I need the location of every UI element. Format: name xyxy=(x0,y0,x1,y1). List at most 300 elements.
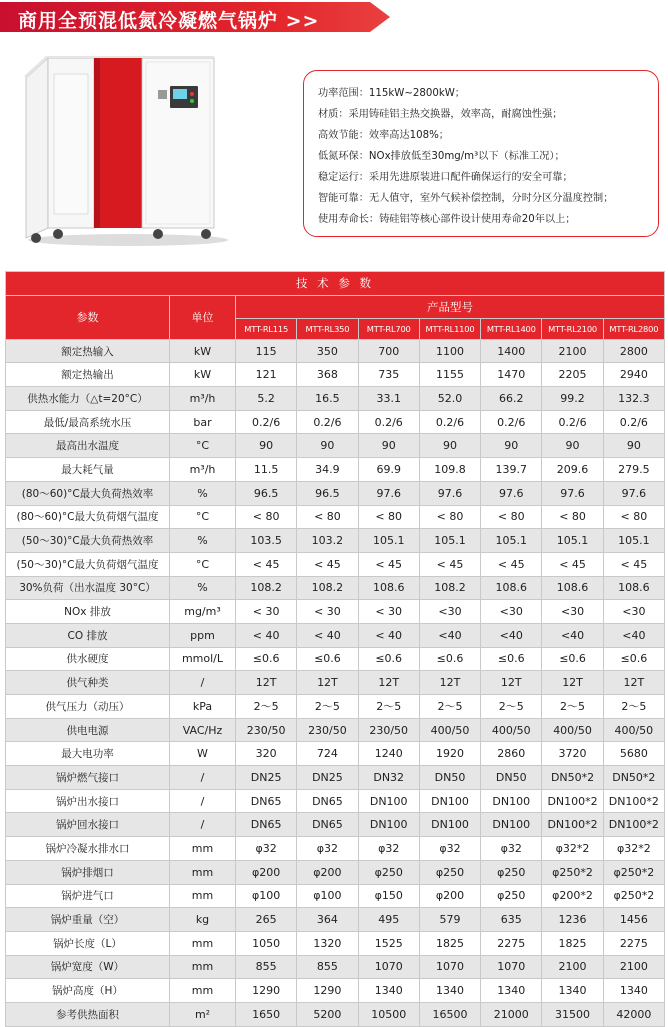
header-unit: 单位 xyxy=(170,295,236,339)
row-value: <30 xyxy=(419,600,480,624)
row-label: 供气压力（动压） xyxy=(6,695,170,719)
row-value: 2275 xyxy=(481,931,542,955)
row-value: φ200 xyxy=(236,860,297,884)
row-value: 97.6 xyxy=(419,481,480,505)
row-value: DN100*2 xyxy=(603,789,664,813)
row-value: 855 xyxy=(236,955,297,979)
row-value: DN50 xyxy=(419,766,480,790)
row-value: DN100 xyxy=(419,813,480,837)
row-value: 364 xyxy=(297,908,358,932)
row-value: 368 xyxy=(297,363,358,387)
row-value: 0.2/6 xyxy=(419,410,480,434)
table-row xyxy=(6,576,665,600)
row-value: 1920 xyxy=(419,742,480,766)
row-value: 105.1 xyxy=(419,529,480,553)
header-model: MTT-RL1400 xyxy=(481,318,542,339)
spec-item: 稳定运行：采用先进原装进口配件确保运行的安全可靠； xyxy=(318,172,573,183)
row-value: φ250 xyxy=(481,884,542,908)
row-value: 209.6 xyxy=(542,458,603,482)
table-row xyxy=(6,718,665,742)
row-label: CO 排放 xyxy=(6,623,170,647)
row-label: 锅炉宽度（W） xyxy=(6,955,170,979)
row-value: 90 xyxy=(542,434,603,458)
row-value: φ250 xyxy=(419,860,480,884)
row-value: < 45 xyxy=(419,552,480,576)
table-row xyxy=(6,623,665,647)
row-value: 16.5 xyxy=(297,387,358,411)
row-value: DN32 xyxy=(358,766,419,790)
row-unit: mm xyxy=(170,979,236,1003)
row-value: 1290 xyxy=(236,979,297,1003)
row-value: 11.5 xyxy=(236,458,297,482)
row-label: 供气种类 xyxy=(6,671,170,695)
row-unit: % xyxy=(170,576,236,600)
row-value: 31500 xyxy=(542,1002,603,1026)
row-value: DN50 xyxy=(481,766,542,790)
header-model-group: 产品型号 xyxy=(236,295,665,318)
row-value: DN100 xyxy=(481,789,542,813)
row-label: 锅炉高度（H） xyxy=(6,979,170,1003)
row-value: 400/50 xyxy=(542,718,603,742)
boiler-product-image xyxy=(18,48,228,248)
row-label: 额定热输出 xyxy=(6,363,170,387)
row-value: DN100*2 xyxy=(542,813,603,837)
spec-item: 材质：采用铸硅铝主热交换器，效率高，耐腐蚀性强； xyxy=(318,109,563,120)
row-value: 2100 xyxy=(542,955,603,979)
row-value: DN100 xyxy=(481,813,542,837)
row-value: φ32 xyxy=(358,837,419,861)
table-row xyxy=(6,766,665,790)
row-value: DN25 xyxy=(297,766,358,790)
row-value: 103.2 xyxy=(297,529,358,553)
row-value: 0.2/6 xyxy=(358,410,419,434)
spec-item: 智能可靠：无人值守，室外气候补偿控制，分时分区分温度控制； xyxy=(318,193,614,204)
row-unit: % xyxy=(170,529,236,553)
row-value: 400/50 xyxy=(419,718,480,742)
row-value: 279.5 xyxy=(603,458,664,482)
row-value: 90 xyxy=(603,434,664,458)
row-label: 参考供热面积 xyxy=(6,1002,170,1026)
row-value: 12T xyxy=(419,671,480,695)
row-value: 69.9 xyxy=(358,458,419,482)
table-row xyxy=(6,884,665,908)
row-value: < 80 xyxy=(297,505,358,529)
row-value: < 40 xyxy=(358,623,419,647)
row-value: 108.2 xyxy=(236,576,297,600)
table-row xyxy=(6,671,665,695)
row-value: 1650 xyxy=(236,1002,297,1026)
row-value: 108.2 xyxy=(419,576,480,600)
row-value: 700 xyxy=(358,339,419,363)
row-value: 105.1 xyxy=(542,529,603,553)
row-label: 最低/最高系统水压 xyxy=(6,410,170,434)
row-value: 0.2/6 xyxy=(481,410,542,434)
row-value: ≤0.6 xyxy=(236,647,297,671)
row-label: 锅炉出水接口 xyxy=(6,789,170,813)
row-unit: / xyxy=(170,766,236,790)
row-unit: °C xyxy=(170,434,236,458)
table-row xyxy=(6,789,665,813)
row-value: 855 xyxy=(297,955,358,979)
row-unit: mm xyxy=(170,860,236,884)
header-model: MTT-RL350 xyxy=(297,318,358,339)
row-value: φ32 xyxy=(481,837,542,861)
row-value: < 80 xyxy=(358,505,419,529)
row-value: 109.8 xyxy=(419,458,480,482)
row-label: (50～30)°C最大负荷热效率 xyxy=(6,529,170,553)
row-value: 97.6 xyxy=(358,481,419,505)
row-unit: mm xyxy=(170,931,236,955)
table-row xyxy=(6,387,665,411)
header-model: MTT-RL700 xyxy=(358,318,419,339)
row-label: 最高出水温度 xyxy=(6,434,170,458)
row-value: 108.6 xyxy=(481,576,542,600)
row-value: 90 xyxy=(419,434,480,458)
table-row xyxy=(6,908,665,932)
row-value: 1470 xyxy=(481,363,542,387)
row-value: φ250*2 xyxy=(603,884,664,908)
row-unit: kg xyxy=(170,908,236,932)
row-value: 2～5 xyxy=(358,695,419,719)
row-unit: ppm xyxy=(170,623,236,647)
row-value: φ32*2 xyxy=(603,837,664,861)
row-label: (80～60)°C最大负荷热效率 xyxy=(6,481,170,505)
row-value: 97.6 xyxy=(603,481,664,505)
banner xyxy=(0,0,668,34)
row-unit: mm xyxy=(170,884,236,908)
row-value: <30 xyxy=(542,600,603,624)
row-value: 2～5 xyxy=(481,695,542,719)
row-value: 230/50 xyxy=(297,718,358,742)
row-unit: mmol/L xyxy=(170,647,236,671)
row-value: 2800 xyxy=(603,339,664,363)
row-value: 1290 xyxy=(297,979,358,1003)
row-value: 12T xyxy=(542,671,603,695)
row-value: < 80 xyxy=(236,505,297,529)
row-value: <30 xyxy=(603,600,664,624)
table-row xyxy=(6,1002,665,1026)
row-value: < 45 xyxy=(358,552,419,576)
row-label: 最大耗气量 xyxy=(6,458,170,482)
spec-item: 低氮环保：NOx排放低至30mg/m³以下（标准工况）； xyxy=(318,151,565,162)
row-value: <40 xyxy=(542,623,603,647)
table-row xyxy=(6,647,665,671)
row-unit: VAC/Hz xyxy=(170,718,236,742)
row-value: 99.2 xyxy=(542,387,603,411)
row-value: 1400 xyxy=(481,339,542,363)
row-value: 0.2/6 xyxy=(236,410,297,434)
table-row xyxy=(6,458,665,482)
row-value: DN100 xyxy=(358,789,419,813)
row-value: 230/50 xyxy=(358,718,419,742)
row-value: 1340 xyxy=(603,979,664,1003)
row-label: 30%负荷（出水温度 30°C） xyxy=(6,576,170,600)
spec-item: 使用寿命长：铸硅铝等核心部件设计使用寿命20年以上； xyxy=(318,214,576,225)
tech-spec-table xyxy=(5,271,665,1027)
row-value: 1340 xyxy=(419,979,480,1003)
row-value: 97.6 xyxy=(481,481,542,505)
table-row xyxy=(6,860,665,884)
row-value: < 45 xyxy=(236,552,297,576)
row-value: 0.2/6 xyxy=(297,410,358,434)
row-value: 5200 xyxy=(297,1002,358,1026)
table-row xyxy=(6,955,665,979)
spec-list xyxy=(318,83,613,230)
row-value: 400/50 xyxy=(603,718,664,742)
row-value: 12T xyxy=(603,671,664,695)
row-value: φ250*2 xyxy=(603,860,664,884)
row-value: 2～5 xyxy=(419,695,480,719)
row-value: 10500 xyxy=(358,1002,419,1026)
row-value: 105.1 xyxy=(358,529,419,553)
row-value: 90 xyxy=(358,434,419,458)
row-value: 96.5 xyxy=(236,481,297,505)
header-model: MTT-RL2800 xyxy=(603,318,664,339)
row-value: < 40 xyxy=(297,623,358,647)
row-unit: kPa xyxy=(170,695,236,719)
row-value: ≤0.6 xyxy=(603,647,664,671)
table-row xyxy=(6,552,665,576)
row-value: 1100 xyxy=(419,339,480,363)
row-unit: % xyxy=(170,481,236,505)
row-value: 2100 xyxy=(542,339,603,363)
row-unit: m² xyxy=(170,1002,236,1026)
row-label: 最大电功率 xyxy=(6,742,170,766)
row-label: (50～30)°C最大负荷烟气温度 xyxy=(6,552,170,576)
row-value: φ250 xyxy=(481,860,542,884)
spec-item: 高效节能：效率高达108%； xyxy=(318,130,449,141)
row-label: NOx 排放 xyxy=(6,600,170,624)
row-value: 33.1 xyxy=(358,387,419,411)
table-row xyxy=(6,979,665,1003)
row-value: < 40 xyxy=(236,623,297,647)
row-value: 21000 xyxy=(481,1002,542,1026)
row-value: <30 xyxy=(481,600,542,624)
row-value: < 45 xyxy=(297,552,358,576)
row-value: DN65 xyxy=(297,813,358,837)
row-value: 735 xyxy=(358,363,419,387)
row-unit: / xyxy=(170,789,236,813)
row-value: 1236 xyxy=(542,908,603,932)
row-value: 1340 xyxy=(542,979,603,1003)
row-value: < 80 xyxy=(481,505,542,529)
row-value: ≤0.6 xyxy=(358,647,419,671)
table-row xyxy=(6,363,665,387)
row-value: < 30 xyxy=(236,600,297,624)
row-value: 12T xyxy=(297,671,358,695)
row-value: 103.5 xyxy=(236,529,297,553)
row-value: < 30 xyxy=(358,600,419,624)
row-value: 0.2/6 xyxy=(603,410,664,434)
row-value: 16500 xyxy=(419,1002,480,1026)
row-value: φ32 xyxy=(419,837,480,861)
row-value: 12T xyxy=(481,671,542,695)
row-value: <40 xyxy=(419,623,480,647)
row-value: DN50*2 xyxy=(603,766,664,790)
row-label: 锅炉冷凝水排水口 xyxy=(6,837,170,861)
row-value: 350 xyxy=(297,339,358,363)
row-value: < 30 xyxy=(297,600,358,624)
banner-title: 商用全预混低氮冷凝燃气锅炉 >> xyxy=(18,10,320,32)
row-value: 3720 xyxy=(542,742,603,766)
row-unit: / xyxy=(170,671,236,695)
row-value: 12T xyxy=(358,671,419,695)
row-value: 579 xyxy=(419,908,480,932)
row-value: 105.1 xyxy=(481,529,542,553)
row-value: 90 xyxy=(236,434,297,458)
row-value: 320 xyxy=(236,742,297,766)
row-value: DN65 xyxy=(297,789,358,813)
row-label: 锅炉回水接口 xyxy=(6,813,170,837)
row-value: 1340 xyxy=(358,979,419,1003)
row-value: 1050 xyxy=(236,931,297,955)
row-value: ≤0.6 xyxy=(297,647,358,671)
row-value: 42000 xyxy=(603,1002,664,1026)
row-label: 供热水能力（△t=20°C） xyxy=(6,387,170,411)
row-value: 2940 xyxy=(603,363,664,387)
row-value: φ32 xyxy=(297,837,358,861)
row-value: φ200 xyxy=(419,884,480,908)
table-row xyxy=(6,695,665,719)
row-value: 2～5 xyxy=(542,695,603,719)
row-value: φ250 xyxy=(358,860,419,884)
row-unit: W xyxy=(170,742,236,766)
table-row xyxy=(6,529,665,553)
table-row xyxy=(6,505,665,529)
table-row xyxy=(6,339,665,363)
row-value: DN100*2 xyxy=(603,813,664,837)
table-row xyxy=(6,931,665,955)
row-value: 2～5 xyxy=(236,695,297,719)
row-value: 1070 xyxy=(358,955,419,979)
row-value: DN100*2 xyxy=(542,789,603,813)
row-value: 52.0 xyxy=(419,387,480,411)
row-unit: mg/m³ xyxy=(170,600,236,624)
row-value: 1155 xyxy=(419,363,480,387)
row-label: 锅炉燃气接口 xyxy=(6,766,170,790)
row-value: < 45 xyxy=(481,552,542,576)
row-unit: °C xyxy=(170,552,236,576)
row-unit: kW xyxy=(170,363,236,387)
row-unit: kW xyxy=(170,339,236,363)
row-value: 12T xyxy=(236,671,297,695)
row-value: < 45 xyxy=(603,552,664,576)
row-label: 供水硬度 xyxy=(6,647,170,671)
row-label: 额定热输入 xyxy=(6,339,170,363)
row-value: 90 xyxy=(297,434,358,458)
row-value: 5680 xyxy=(603,742,664,766)
row-unit: / xyxy=(170,813,236,837)
header-param: 参数 xyxy=(6,295,170,339)
row-value: 635 xyxy=(481,908,542,932)
spec-item: 功率范围：115kW~2800kW； xyxy=(318,88,465,99)
table-row xyxy=(6,434,665,458)
row-value: 1825 xyxy=(542,931,603,955)
spec-summary-box xyxy=(303,70,659,237)
row-value: 400/50 xyxy=(481,718,542,742)
row-label: 供电电源 xyxy=(6,718,170,742)
row-value: φ100 xyxy=(297,884,358,908)
row-value: DN100 xyxy=(358,813,419,837)
row-value: φ200 xyxy=(297,860,358,884)
row-value: φ200*2 xyxy=(542,884,603,908)
row-value: φ32*2 xyxy=(542,837,603,861)
row-value: 105.1 xyxy=(603,529,664,553)
row-value: 230/50 xyxy=(236,718,297,742)
row-unit: m³/h xyxy=(170,458,236,482)
row-value: < 45 xyxy=(542,552,603,576)
row-value: 724 xyxy=(297,742,358,766)
row-unit: m³/h xyxy=(170,387,236,411)
row-value: φ150 xyxy=(358,884,419,908)
row-value: 0.2/6 xyxy=(542,410,603,434)
row-value: 2275 xyxy=(603,931,664,955)
row-value: 2100 xyxy=(603,955,664,979)
row-value: 5.2 xyxy=(236,387,297,411)
row-value: 139.7 xyxy=(481,458,542,482)
table-row xyxy=(6,600,665,624)
row-unit: mm xyxy=(170,955,236,979)
row-value: 495 xyxy=(358,908,419,932)
row-value: 2～5 xyxy=(603,695,664,719)
row-value: <40 xyxy=(603,623,664,647)
header-model: MTT-RL2100 xyxy=(542,318,603,339)
row-value: φ250*2 xyxy=(542,860,603,884)
row-label: 锅炉长度（L） xyxy=(6,931,170,955)
row-unit: °C xyxy=(170,505,236,529)
row-value: 265 xyxy=(236,908,297,932)
table-row xyxy=(6,837,665,861)
row-value: 90 xyxy=(481,434,542,458)
row-label: 锅炉重量（空） xyxy=(6,908,170,932)
row-value: 1240 xyxy=(358,742,419,766)
row-value: 1456 xyxy=(603,908,664,932)
row-value: ≤0.6 xyxy=(542,647,603,671)
header-model: MTT-RL115 xyxy=(236,318,297,339)
row-value: 97.6 xyxy=(542,481,603,505)
row-value: 1320 xyxy=(297,931,358,955)
table-title: 技 术 参 数 xyxy=(6,272,665,296)
header-model: MTT-RL1100 xyxy=(419,318,480,339)
row-value: 108.6 xyxy=(358,576,419,600)
row-value: 1070 xyxy=(481,955,542,979)
row-value: 121 xyxy=(236,363,297,387)
row-value: 2860 xyxy=(481,742,542,766)
row-value: φ32 xyxy=(236,837,297,861)
row-value: < 80 xyxy=(542,505,603,529)
row-value: 1340 xyxy=(481,979,542,1003)
row-value: ≤0.6 xyxy=(419,647,480,671)
row-value: 115 xyxy=(236,339,297,363)
row-value: <40 xyxy=(481,623,542,647)
row-value: 108.6 xyxy=(542,576,603,600)
row-value: DN100 xyxy=(419,789,480,813)
row-value: < 80 xyxy=(419,505,480,529)
row-value: 1070 xyxy=(419,955,480,979)
row-label: 锅炉排烟口 xyxy=(6,860,170,884)
row-label: (80～60)°C最大负荷烟气温度 xyxy=(6,505,170,529)
table-row xyxy=(6,742,665,766)
row-value: 2205 xyxy=(542,363,603,387)
row-value: 66.2 xyxy=(481,387,542,411)
row-value: 2～5 xyxy=(297,695,358,719)
row-value: DN50*2 xyxy=(542,766,603,790)
row-value: ≤0.6 xyxy=(481,647,542,671)
row-value: 108.2 xyxy=(297,576,358,600)
row-value: DN65 xyxy=(236,789,297,813)
row-value: < 80 xyxy=(603,505,664,529)
row-value: 96.5 xyxy=(297,481,358,505)
